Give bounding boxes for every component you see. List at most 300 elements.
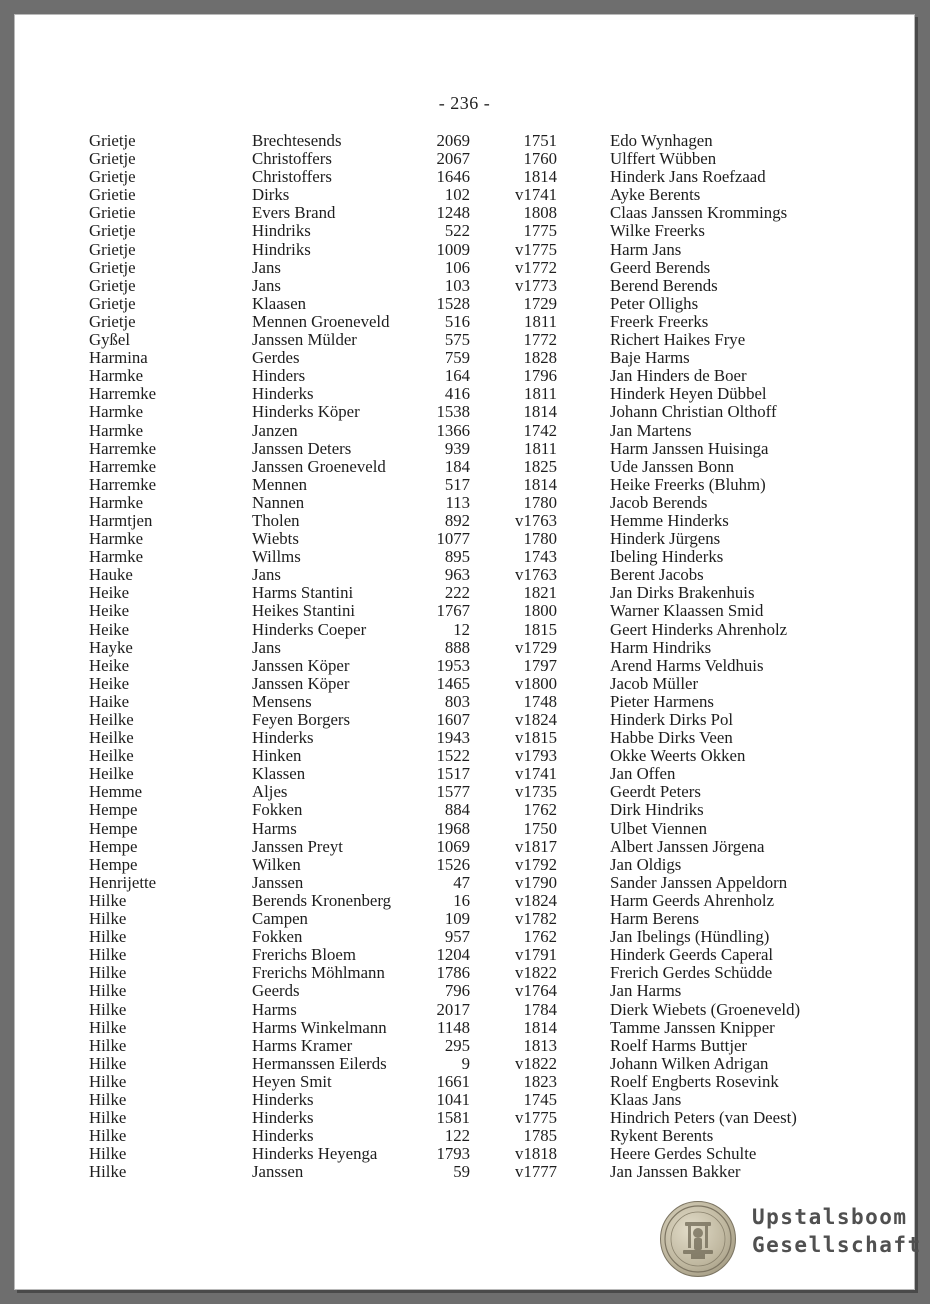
surname-cell: Heikes Stantini (252, 601, 356, 621)
spouse-cell: Geerd Berends (610, 257, 711, 277)
year-cell: v1773 (515, 275, 557, 295)
first-name-cell: Hilke (89, 1053, 127, 1073)
logo-text-line1: Upstalsboom (752, 1205, 908, 1229)
surname-cell: Campen (252, 909, 308, 929)
year-cell: 1775 (523, 221, 557, 241)
first-name-cell: Hayke (89, 637, 133, 657)
record-row (15, 403, 914, 421)
record-row (15, 349, 914, 367)
record-number-cell: 2067 (436, 149, 470, 169)
record-row (15, 132, 914, 150)
surname-cell: Frerichs Bloem (252, 945, 356, 965)
record-number-cell: 963 (444, 565, 470, 585)
spouse-cell: Jan Dirks Brakenhuis (610, 583, 755, 603)
record-row (15, 150, 914, 168)
first-name-cell: Hilke (89, 927, 127, 947)
first-name-cell: Hempe (89, 800, 138, 820)
first-name-cell: Harmke (89, 420, 144, 440)
spouse-cell: Jan Harms (610, 981, 682, 1001)
first-name-cell: Harremke (89, 384, 157, 404)
record-number-cell: 939 (444, 438, 470, 458)
surname-cell: Frerichs Möhlmann (252, 963, 385, 983)
year-cell: 1811 (524, 384, 557, 404)
surname-cell: Aljes (252, 782, 288, 802)
spouse-cell: Hinderk Geerds Caperal (610, 945, 774, 965)
record-number-cell: 1069 (436, 836, 470, 856)
year-cell: v1800 (515, 673, 557, 693)
first-name-cell: Hilke (89, 999, 127, 1019)
first-name-cell: Harmke (89, 547, 144, 567)
record-row (15, 476, 914, 494)
record-row (15, 639, 914, 657)
record-number-cell: 59 (453, 1162, 470, 1182)
spouse-cell: Harm Jans (610, 239, 682, 259)
spouse-cell: Klaas Jans (610, 1089, 682, 1109)
record-row (15, 186, 914, 204)
year-cell: 1751 (523, 131, 557, 150)
surname-cell: Janssen (252, 872, 304, 892)
year-cell: v1791 (515, 945, 557, 965)
record-number-cell: 1968 (436, 818, 470, 838)
spouse-cell: Sander Janssen Appeldorn (610, 872, 788, 892)
year-cell: 1780 (523, 492, 557, 512)
year-cell: 1813 (523, 1035, 557, 1055)
year-cell: 1750 (523, 818, 557, 838)
record-number-cell: 184 (444, 456, 470, 476)
record-number-cell: 1526 (436, 854, 470, 874)
year-cell: v1824 (515, 890, 557, 910)
record-row (15, 422, 914, 440)
surname-cell: Hinderks (252, 384, 314, 404)
surname-cell: Dirks (252, 185, 290, 205)
first-name-cell: Hilke (89, 981, 127, 1001)
year-cell: v1790 (515, 872, 557, 892)
record-number-cell: 516 (444, 311, 470, 331)
spouse-cell: Ayke Berents (610, 185, 701, 205)
record-row (15, 657, 914, 675)
record-row (15, 440, 914, 458)
surname-cell: Fokken (252, 800, 303, 820)
spouse-cell: Harm Janssen Huisinga (610, 438, 769, 458)
spouse-cell: Ulffert Wübben (610, 149, 717, 169)
record-row (15, 259, 914, 277)
record-number-cell: 295 (444, 1035, 470, 1055)
record-number-cell: 892 (444, 510, 470, 530)
surname-cell: Mennen (252, 474, 307, 494)
record-row (15, 982, 914, 1000)
spouse-cell: Roelf Harms Buttjer (610, 1035, 748, 1055)
record-number-cell: 109 (444, 909, 470, 929)
record-number-cell: 1646 (436, 167, 470, 187)
first-name-cell: Harmtjen (89, 510, 153, 530)
year-cell: v1792 (515, 854, 557, 874)
record-row (15, 168, 914, 186)
year-cell: 1811 (524, 311, 557, 331)
record-number-cell: 1528 (436, 293, 470, 313)
record-number-cell: 1953 (436, 655, 470, 675)
surname-cell: Hinken (252, 746, 302, 766)
surname-cell: Hinderks Heyenga (252, 1144, 378, 1164)
surname-cell: Wilken (252, 854, 301, 874)
spouse-cell: Habbe Dirks Veen (610, 728, 733, 748)
record-row (15, 494, 914, 512)
spouse-cell: Johann Wilken Adrigan (610, 1053, 769, 1073)
record-row (15, 801, 914, 819)
spouse-cell: Tamme Janssen Knipper (610, 1017, 775, 1037)
record-number-cell: 1009 (436, 239, 470, 259)
record-row (15, 1127, 914, 1145)
record-row (15, 277, 914, 295)
first-name-cell: Harremke (89, 438, 157, 458)
surname-cell: Gerdes (252, 348, 300, 368)
spouse-cell: Hinderk Heyen Dübbel (610, 384, 767, 404)
spouse-cell: Edo Wynhagen (610, 131, 713, 150)
record-row (15, 331, 914, 349)
year-cell: 1743 (523, 547, 557, 567)
record-number-cell: 1041 (436, 1089, 470, 1109)
record-number-cell: 164 (444, 366, 470, 386)
year-cell: 1748 (523, 691, 557, 711)
surname-cell: Harms Stantini (252, 583, 354, 603)
record-number-cell: 517 (444, 474, 470, 494)
record-row (15, 530, 914, 548)
record-row (15, 1001, 914, 1019)
spouse-cell: Heere Gerdes Schulte (610, 1144, 757, 1164)
record-number-cell: 1522 (436, 746, 470, 766)
record-row (15, 385, 914, 403)
surname-cell: Janssen Köper (252, 655, 350, 675)
record-number-cell: 222 (444, 583, 470, 603)
year-cell: 1760 (523, 149, 557, 169)
first-name-cell: Grietje (89, 275, 136, 295)
record-number-cell: 16 (453, 890, 470, 910)
first-name-cell: Grietje (89, 131, 136, 150)
spouse-cell: Jacob Müller (610, 673, 699, 693)
surname-cell: Christoffers (252, 167, 332, 187)
spouse-cell: Hinderk Jans Roefzaad (610, 167, 766, 187)
year-cell: v1775 (515, 239, 557, 259)
year-cell: v1822 (515, 963, 557, 983)
surname-cell: Hinderks (252, 728, 314, 748)
surname-cell: Christoffers (252, 149, 332, 169)
first-name-cell: Heike (89, 655, 130, 675)
record-row (15, 856, 914, 874)
record-row (15, 820, 914, 838)
spouse-cell: Dirk Hindriks (610, 800, 704, 820)
first-name-cell: Heike (89, 673, 130, 693)
surname-cell: Geerds (252, 981, 300, 1001)
year-cell: 1823 (523, 1071, 557, 1091)
surname-cell: Harms Kramer (252, 1035, 353, 1055)
first-name-cell: Hempe (89, 818, 138, 838)
spouse-cell: Heike Freerks (Bluhm) (610, 474, 766, 494)
surname-cell: Janssen Köper (252, 673, 350, 693)
year-cell: v1822 (515, 1053, 557, 1073)
spouse-cell: Jan Janssen Bakker (610, 1162, 741, 1182)
year-cell: 1762 (523, 800, 557, 820)
surname-cell: Janssen Groeneveld (252, 456, 386, 476)
record-number-cell: 1767 (436, 601, 470, 621)
surname-cell: Wiebts (252, 529, 299, 549)
first-name-cell: Hilke (89, 945, 127, 965)
record-number-cell: 1517 (436, 764, 470, 784)
surname-cell: Jans (252, 257, 281, 277)
record-row (15, 874, 914, 892)
year-cell: 1762 (523, 927, 557, 947)
record-number-cell: 416 (444, 384, 470, 404)
spouse-cell: Hinderk Dirks Pol (610, 710, 734, 729)
surname-cell: Janssen Mülder (252, 330, 357, 350)
record-row (15, 512, 914, 530)
record-number-cell: 113 (445, 492, 470, 512)
record-row (15, 765, 914, 783)
first-name-cell: Hilke (89, 963, 127, 983)
record-row (15, 313, 914, 331)
record-row (15, 548, 914, 566)
record-number-cell: 1077 (436, 529, 470, 549)
record-number-cell: 1786 (436, 963, 470, 983)
record-number-cell: 759 (444, 348, 470, 368)
record-number-cell: 2017 (436, 999, 470, 1019)
first-name-cell: Harmina (89, 348, 148, 368)
surname-cell: Hindriks (252, 221, 311, 241)
first-name-cell: Heilke (89, 746, 134, 766)
first-name-cell: Hempe (89, 854, 138, 874)
surname-cell: Fokken (252, 927, 303, 947)
record-number-cell: 957 (444, 927, 470, 947)
record-number-cell: 47 (453, 872, 470, 892)
record-row (15, 295, 914, 313)
year-cell: 1808 (523, 203, 557, 223)
year-cell: 1814 (523, 402, 557, 422)
page-number: - 236 - (438, 93, 491, 113)
record-row (15, 964, 914, 982)
first-name-cell: Henrijette (89, 872, 157, 892)
spouse-cell: Ude Janssen Bonn (610, 456, 734, 476)
year-cell: v1735 (515, 782, 557, 802)
surname-cell: Heyen Smit (252, 1071, 332, 1091)
first-name-cell: Harmke (89, 366, 144, 386)
surname-cell: Feyen Borgers (252, 710, 351, 729)
first-name-cell: Gyßel (89, 330, 131, 350)
spouse-cell: Harm Berens (610, 909, 700, 929)
first-name-cell: Grietie (89, 185, 136, 205)
record-number-cell: 103 (444, 275, 470, 295)
record-number-cell: 1538 (436, 402, 470, 422)
spouse-cell: Jan Oldigs (610, 854, 682, 874)
year-cell: v1764 (515, 981, 557, 1001)
record-row (15, 241, 914, 259)
record-number-cell: 2069 (436, 131, 470, 150)
first-name-cell: Heilke (89, 728, 134, 748)
society-logo (660, 1199, 922, 1279)
surname-cell: Jans (252, 275, 281, 295)
first-name-cell: Hilke (89, 909, 127, 929)
first-name-cell: Hilke (89, 1017, 127, 1037)
first-name-cell: Hilke (89, 1035, 127, 1055)
year-cell: 1797 (523, 655, 557, 675)
spouse-cell: Berent Jacobs (610, 565, 704, 585)
record-row (15, 1145, 914, 1163)
year-cell: 1821 (523, 583, 557, 603)
record-row (15, 838, 914, 856)
surname-cell: Mennen Groeneveld (252, 311, 390, 331)
year-cell: v1818 (515, 1144, 557, 1164)
spouse-cell: Claas Janssen Krommings (610, 203, 788, 223)
surname-cell: Janssen Preyt (252, 836, 343, 856)
surname-cell: Hinderks (252, 1126, 314, 1146)
record-number-cell: 884 (444, 800, 470, 820)
logo-text-line2: Gesellschaft (752, 1233, 922, 1257)
record-number-cell: 1793 (436, 1144, 470, 1164)
surname-cell: Brechtesends (252, 131, 342, 150)
surname-cell: Hinderks (252, 1108, 314, 1128)
record-number-cell: 796 (444, 981, 470, 1001)
record-row (15, 1073, 914, 1091)
spouse-cell: Wilke Freerks (610, 221, 705, 241)
spouse-cell: Johann Christian Olthoff (610, 402, 777, 422)
record-row (15, 729, 914, 747)
spouse-cell: Hemme Hinderks (610, 510, 729, 530)
surname-cell: Jans (252, 637, 281, 657)
record-row (15, 222, 914, 240)
first-name-cell: Heilke (89, 764, 134, 784)
spouse-cell: Freerk Freerks (610, 311, 709, 331)
year-cell: v1741 (515, 764, 557, 784)
record-row (15, 675, 914, 693)
record-row (15, 566, 914, 584)
first-name-cell: Grietje (89, 221, 136, 241)
record-row (15, 602, 914, 620)
record-number-cell: 1366 (436, 420, 470, 440)
first-name-cell: Hauke (89, 565, 133, 585)
spouse-cell: Berend Berends (610, 275, 718, 295)
surname-cell: Mensens (252, 691, 312, 711)
first-name-cell: Grietje (89, 293, 136, 313)
spouse-cell: Geerdt Peters (610, 782, 701, 802)
surname-cell: Willms (252, 547, 301, 567)
year-cell: v1775 (515, 1108, 557, 1128)
spouse-cell: Jacob Berends (610, 492, 708, 512)
spouse-cell: Jan Hinders de Boer (610, 366, 747, 386)
year-cell: v1782 (515, 909, 557, 929)
record-row (15, 1163, 914, 1181)
first-name-cell: Hempe (89, 836, 138, 856)
surname-cell: Hindriks (252, 239, 311, 259)
surname-cell: Hinderks (252, 1089, 314, 1109)
record-number-cell: 1148 (437, 1017, 470, 1037)
spouse-cell: Jan Ibelings (Hündling) (610, 927, 770, 947)
spouse-cell: Peter Ollighs (610, 293, 699, 313)
year-cell: 1796 (523, 366, 557, 386)
year-cell: 1800 (523, 601, 557, 621)
record-row (15, 1091, 914, 1109)
surname-cell: Evers Brand (252, 203, 336, 223)
record-number-cell: 102 (444, 185, 470, 205)
spouse-cell: Rykent Berents (610, 1126, 714, 1146)
record-row (15, 1019, 914, 1037)
year-cell: 1742 (523, 420, 557, 440)
record-number-cell: 1607 (436, 710, 470, 729)
surname-cell: Harms (252, 818, 297, 838)
surname-cell: Janssen (252, 1162, 304, 1182)
record-row (15, 946, 914, 964)
first-name-cell: Hilke (89, 1108, 127, 1128)
year-cell: 1825 (523, 456, 557, 476)
first-name-cell: Harmke (89, 529, 144, 549)
surname-cell: Hinderks Coeper (252, 619, 367, 639)
record-number-cell: 1661 (436, 1071, 470, 1091)
year-cell: 1811 (524, 438, 557, 458)
first-name-cell: Hilke (89, 1144, 127, 1164)
record-number-cell: 9 (461, 1053, 470, 1073)
surname-cell: Berends Kronenberg (252, 890, 392, 910)
first-name-cell: Grietje (89, 257, 136, 277)
record-row (15, 693, 914, 711)
surname-cell: Janssen Deters (252, 438, 352, 458)
year-cell: v1772 (515, 257, 557, 277)
record-row (15, 910, 914, 928)
year-cell: v1824 (515, 710, 557, 729)
record-row (15, 711, 914, 729)
year-cell: 1772 (523, 330, 557, 350)
surname-cell: Nannen (252, 492, 305, 512)
surname-cell: Hinderks Köper (252, 402, 360, 422)
record-number-cell: 888 (444, 637, 470, 657)
year-cell: 1785 (523, 1126, 557, 1146)
record-row (15, 892, 914, 910)
first-name-cell: Grietje (89, 311, 136, 331)
year-cell: v1763 (515, 510, 557, 530)
year-cell: v1817 (515, 836, 557, 856)
spouse-cell: Frerich Gerdes Schüdde (610, 963, 773, 983)
year-cell: 1815 (523, 619, 557, 639)
first-name-cell: Heike (89, 619, 130, 639)
spouse-cell: Harm Hindriks (610, 637, 712, 657)
year-cell: 1729 (523, 293, 557, 313)
record-number-cell: 1577 (436, 782, 470, 802)
first-name-cell: Heilke (89, 710, 134, 729)
spouse-cell: Ibeling Hinderks (610, 547, 724, 567)
record-number-cell: 1204 (436, 945, 470, 965)
spouse-cell: Arend Harms Veldhuis (610, 655, 764, 675)
year-cell: 1814 (523, 167, 557, 187)
record-row (15, 458, 914, 476)
spouse-cell: Pieter Harmens (610, 691, 714, 711)
year-cell: v1763 (515, 565, 557, 585)
record-number-cell: 1248 (436, 203, 470, 223)
record-number-cell: 895 (444, 547, 470, 567)
year-cell: 1780 (523, 529, 557, 549)
first-name-cell: Grietje (89, 167, 136, 187)
record-row (15, 367, 914, 385)
first-name-cell: Heike (89, 601, 130, 621)
record-number-cell: 522 (444, 221, 470, 241)
first-name-cell: Hemme (89, 782, 143, 802)
spouse-cell: Jan Martens (610, 420, 692, 440)
record-number-cell: 1943 (436, 728, 470, 748)
record-row (15, 1037, 914, 1055)
spouse-cell: Albert Janssen Jörgena (610, 836, 765, 856)
first-name-cell: Grietje (89, 149, 136, 169)
year-cell: v1777 (515, 1162, 557, 1182)
surname-cell: Klassen (252, 764, 306, 784)
spouse-cell: Dierk Wiebets (Groeneveld) (610, 999, 801, 1019)
record-number-cell: 122 (444, 1126, 470, 1146)
first-name-cell: Heike (89, 583, 130, 603)
first-name-cell: Harmke (89, 402, 144, 422)
record-row (15, 204, 914, 222)
